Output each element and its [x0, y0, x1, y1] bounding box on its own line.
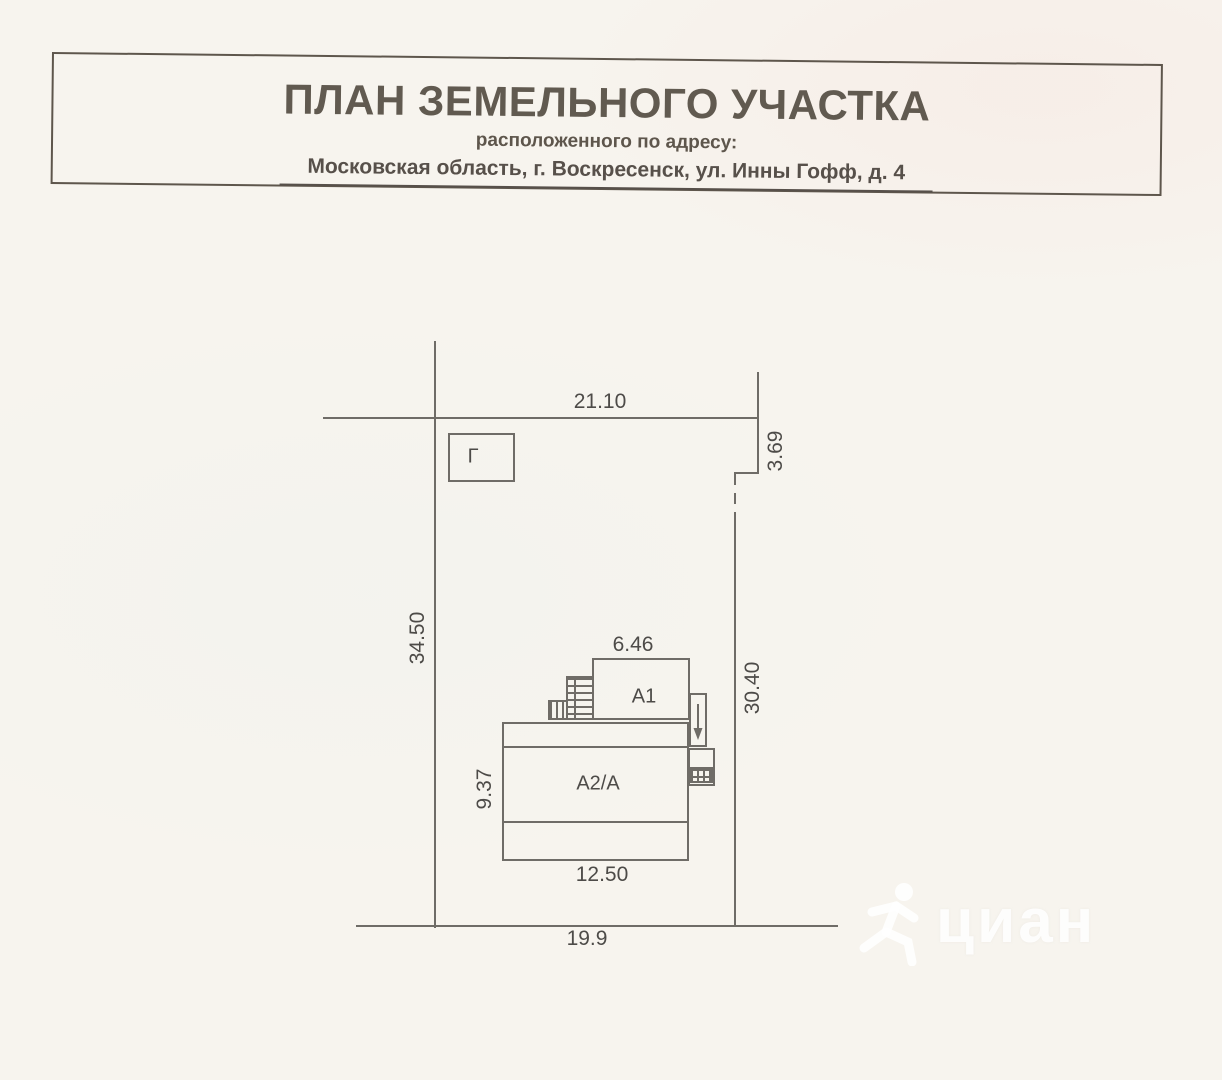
dim-top-width: 21.10 — [573, 390, 627, 413]
porch-divider-line — [574, 678, 576, 718]
title-block — [51, 52, 1163, 196]
dim-a1-width: 6.46 — [612, 633, 654, 656]
building-a1-label: А1 — [631, 685, 657, 708]
plan-subtitle: расположенного по адресу: — [475, 129, 738, 154]
boundary-right-dashed — [734, 474, 736, 522]
boundary-step — [734, 472, 759, 474]
boundary-right-upper — [757, 372, 759, 474]
dim-right-height: 30.40 — [741, 661, 764, 715]
dim-left-height: 34.50 — [406, 611, 429, 665]
building-a2-label: А2/А — [576, 772, 620, 795]
stairs-annex-steps — [689, 767, 713, 783]
cian-watermark-text: циан — [936, 887, 1097, 956]
cian-watermark — [852, 878, 1096, 966]
boundary-top — [323, 417, 759, 419]
plan-title: ПЛАН ЗЕМЕЛЬНОГО УЧАСТКА — [283, 75, 931, 130]
dim-a2-height: 9.37 — [473, 768, 496, 810]
boundary-right — [734, 520, 736, 927]
building-a2-inner-line-lower — [504, 821, 687, 823]
dim-right-upper: 3.69 — [764, 430, 787, 472]
building-a2-inner-line-upper — [504, 746, 687, 748]
boundary-left — [434, 341, 436, 928]
dim-bottom-width: 19.9 — [566, 927, 608, 950]
porch-steps-large — [566, 676, 594, 720]
dim-a2-width: 12.50 — [575, 863, 629, 886]
porch-steps-small — [548, 700, 568, 720]
building-g-label: Г — [467, 445, 479, 468]
entrance-arrow-icon — [691, 702, 705, 742]
plan-address: Московская область, г. Воскресенск, ул. Инны Гофф, д. 4 — [279, 154, 933, 192]
cian-person-icon — [852, 878, 930, 966]
building-g-outline — [448, 433, 515, 482]
